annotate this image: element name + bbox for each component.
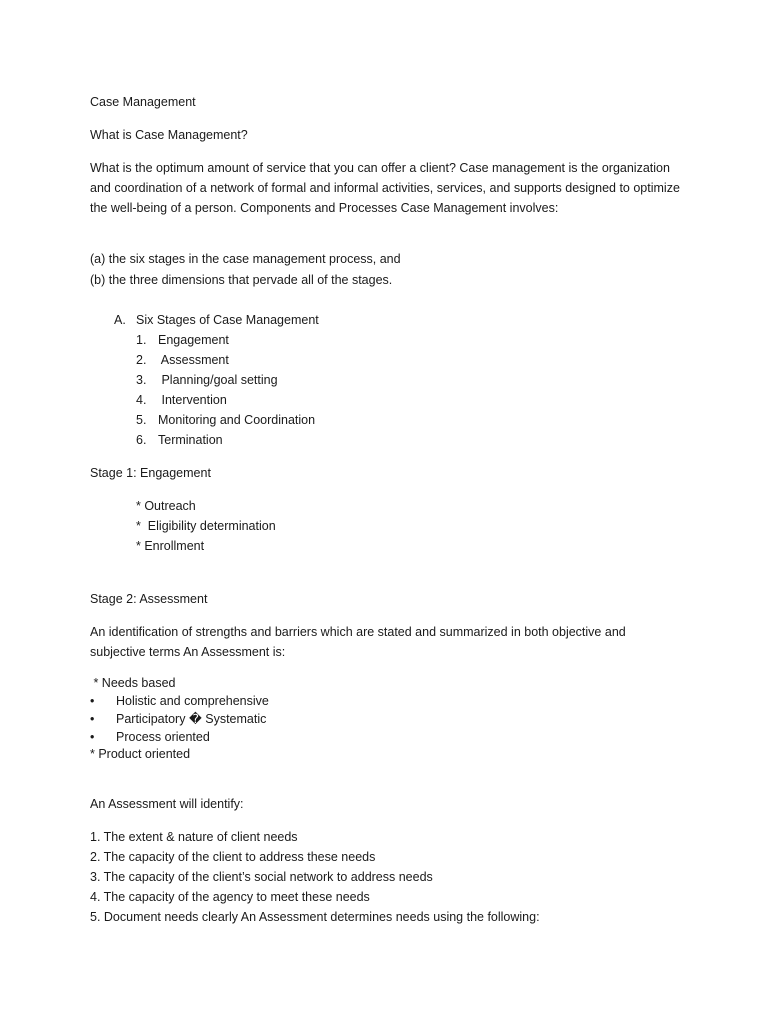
section-a-marker: A. [114,313,126,327]
stage-text: Termination [158,433,223,447]
stage-list-item [136,390,227,410]
involves-item: (b) the three dimensions that pervade all of the stages. [90,273,393,287]
stage-text: Intervention [158,393,227,407]
stage2-description: An identification of strengths and barriers which are stated and summarized in both objective and subjective terms An Assessment is: [90,625,626,659]
stage-text: Assessment [158,353,229,367]
stage-number: 3. [136,373,147,387]
stage-number: 5. [136,413,147,427]
identify-item: 1. The extent & nature of client needs [90,830,298,844]
needs-based-item: * Needs based [90,676,176,690]
bullet-text: Process oriented [116,730,210,744]
identify-item: 3. The capacity of the client’s social network to address needs [90,870,433,884]
section-a-label: Six Stages of Case Management [136,313,319,327]
stage-number: 1. [136,333,147,347]
assessment-bullet [90,728,210,746]
bullet-text: Holistic and comprehensive [116,694,269,708]
stage-list-item [136,430,223,450]
assessment-bullet [90,710,266,728]
stage-text: Planning/goal setting [158,373,278,387]
section-a-heading [114,310,319,330]
stage-list-item [136,330,229,350]
stage1-item: * Outreach [136,499,196,513]
stage-number: 4. [136,393,147,407]
identify-heading: An Assessment will identify: [90,797,244,811]
question-heading: What is Case Management? [90,128,248,142]
stage-number: 6. [136,433,147,447]
stage-list-item [136,370,278,390]
stage-list-item [136,410,315,430]
stage-number: 2. [136,353,147,367]
identify-item: 2. The capacity of the client to address these needs [90,850,376,864]
stage-list-item [136,350,229,370]
stage1-heading: Stage 1: Engagement [90,466,211,480]
stage1-item: * Eligibility determination [136,519,276,533]
involves-item: (a) the six stages in the case management process, and [90,252,401,266]
identify-item: 4. The capacity of the agency to meet these needs [90,890,370,904]
identify-item: 5. Document needs clearly An Assessment determines needs using the following: [90,910,540,924]
stage1-item: * Enrollment [136,539,205,553]
bullet-glyph: • [90,730,95,744]
stage-text: Monitoring and Coordination [158,413,316,427]
doc-title: Case Management [90,95,196,109]
stage-text: Engagement [158,333,229,347]
intro-paragraph: What is the optimum amount of service that you can offer a client? Case management is the organization and coordination of a network of formal and informal activities, services, and supports designed to optimize the well-being of a person. Components and Processes Case Management involves: [90,161,680,215]
bullet-text: Participatory � Systematic [116,712,267,726]
assessment-bullet [90,692,269,710]
bullet-glyph: • [90,712,95,726]
stage2-heading: Stage 2: Assessment [90,592,208,606]
bullet-glyph: • [90,694,95,708]
product-oriented-item: * Product oriented [90,747,191,761]
